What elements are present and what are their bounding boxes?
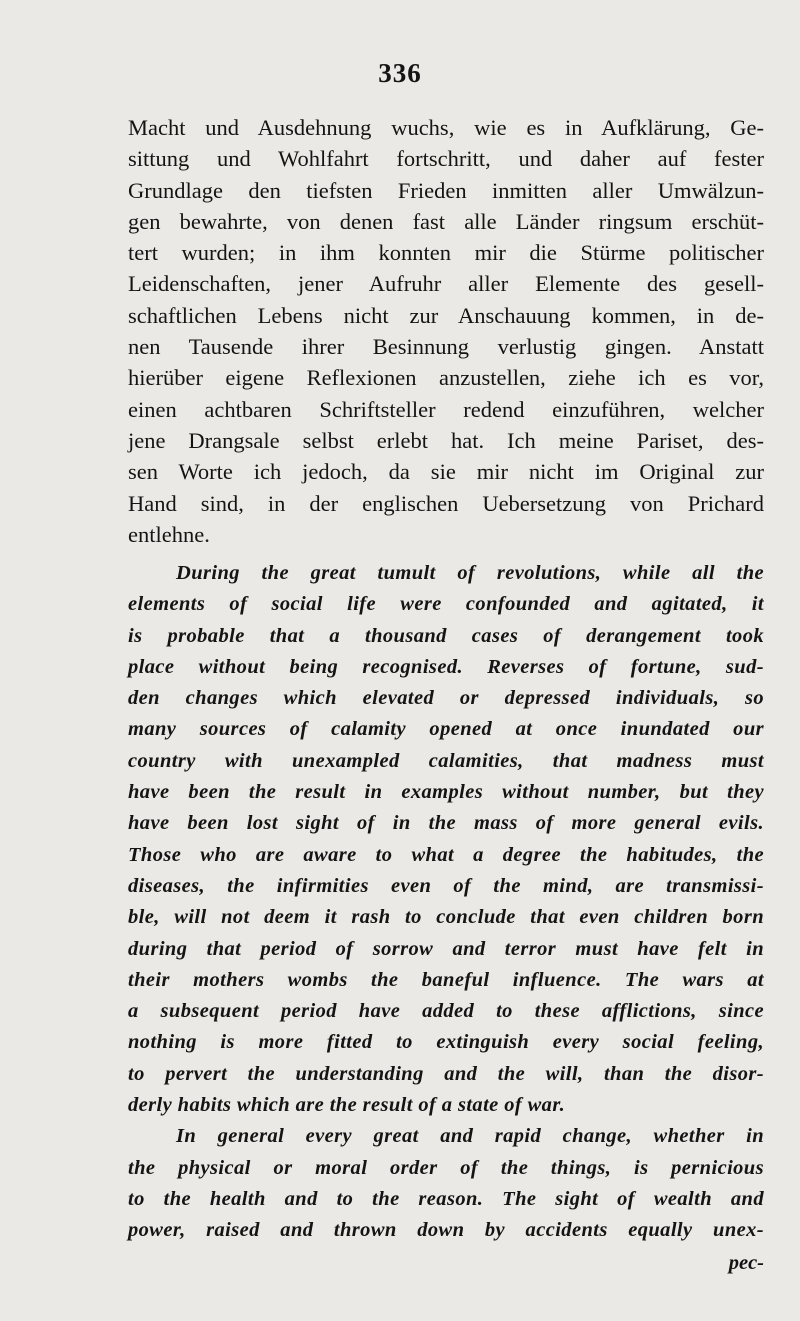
quote-line: power, raised and thrown down by accidents equally unex- (128, 1219, 764, 1242)
text-line: Hand sind, in der englischen Uebersetzung von Prichard (128, 490, 764, 516)
text-line: hierüber eigene Reflexionen anzustellen, ziehe ich es vor, (128, 365, 764, 391)
quote-line: have been the result in examples without number, but they (128, 781, 764, 804)
text-line: schaftlichen Lebens nicht zur Anschauung kommen, in de- (128, 302, 764, 328)
quote-line: elements of social life were confounded and agitated, it (128, 593, 764, 616)
text-line: sittung und Wohlfahrt fortschritt, und daher auf fester (128, 146, 764, 172)
quote-line: their mothers wombs the baneful influence. The wars at (128, 968, 764, 991)
english-quotation (128, 558, 764, 1247)
quote-line: during that period of sorrow and terror must have felt in (128, 937, 764, 960)
text-line: Macht und Ausdehnung wuchs, wie es in Aufklärung, Ge- (128, 115, 764, 140)
quote-line: the physical or moral order of the things, is pernicious (128, 1156, 764, 1179)
quote-line: is probable that a thousand cases of derangement took (128, 624, 764, 647)
text-line: einen achtbaren Schriftsteller redend einzuführen, welcher (128, 396, 764, 422)
quote-line: derly habits which are the result of a state of war. (128, 1094, 566, 1117)
quote-line: During the great tumult of revolutions, while all the (176, 562, 764, 584)
catchword: pec- (728, 1252, 764, 1274)
quote-line: den changes which elevated or depressed individuals, so (128, 687, 764, 710)
quote-line: Those who are aware to what a degree the habitudes, the (128, 843, 764, 866)
quote-line: many sources of calamity opened at once inundated our (128, 718, 764, 741)
german-paragraph (128, 112, 764, 550)
quote-line: diseases, the infirmities even of the mind, are transmissi- (128, 874, 764, 897)
quote-line: ble, will not deem it rash to conclude that even children born (128, 906, 764, 929)
quote-line: place without being recognised. Reverses of fortune, sud- (128, 655, 764, 678)
quote-line: country with unexampled calamities, that madness must (128, 749, 764, 772)
quote-line: In general every great and rapid change, whether in (176, 1125, 764, 1148)
text-line: entlehne. (128, 521, 210, 547)
text-line: jene Drangsale selbst erlebt hat. Ich meine Pariset, des- (128, 427, 764, 453)
quote-line: to the health and to the reason. The sight of wealth and (128, 1187, 764, 1210)
text-line: tert wurden; in ihm konnten mir die Stürme politischer (128, 240, 764, 266)
text-line: Leidenschaften, jener Aufruhr aller Elemente des gesell- (128, 271, 764, 297)
text-line: nen Tausende ihrer Besinnung verlustig gingen. Anstatt (128, 334, 764, 360)
text-line: Grundlage den tiefsten Frieden inmitten aller Umwälzun- (128, 177, 764, 203)
quote-line: have been lost sight of in the mass of more general evils. (128, 812, 764, 835)
text-line: gen bewahrte, von denen fast alle Länder ringsum erschüt- (128, 208, 764, 234)
quote-line: to pervert the understanding and the will, than the disor- (128, 1062, 764, 1085)
page-number: 336 (378, 58, 422, 88)
quote-line: nothing is more fitted to extinguish every social feeling, (128, 1031, 764, 1054)
text-line: sen Worte ich jedoch, da sie mir nicht im Original zur (128, 459, 764, 485)
quote-line: a subsequent period have added to these afflictions, since (128, 1000, 764, 1023)
